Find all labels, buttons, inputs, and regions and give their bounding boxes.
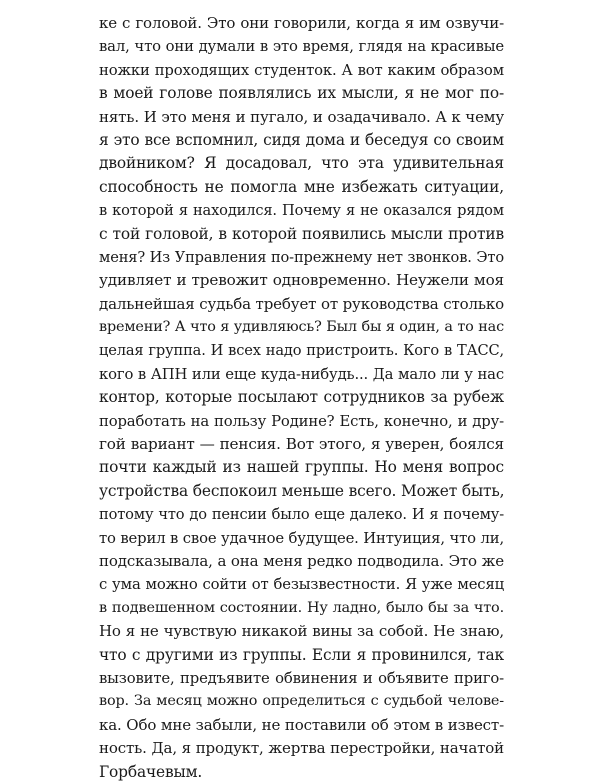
text-line: ножки проходящих студенток. А вот каким образом [99, 61, 504, 79]
text-line: то верил в свое удачное будущее. Интуиция, что ли, [99, 529, 504, 547]
text-line: в моей голове появлялись их мысли, я не мог по- [99, 84, 504, 103]
text-line: способность не помогла мне избежать ситуации, [99, 177, 504, 196]
text-line: кого в АПН или еще куда-нибудь... Да мало ли у нас [99, 365, 504, 383]
book-page-text [99, 12, 504, 784]
text-line: гой вариант — пенсия. Вот этого, я уверен, боялся [99, 435, 504, 454]
text-line: дальнейшая судьба требует от руководства столько [99, 294, 504, 313]
text-line: в которой я находился. Почему я не оказался рядом [99, 202, 504, 220]
text-line: с ума можно сойти от безызвестности. Я уже месяц [99, 576, 504, 594]
text-line: двойником? Я досадовал, что эта удивительная [99, 154, 504, 173]
text-line: нять. И это меня и пугало, и озадачивало. А к чему [99, 107, 504, 126]
text-line: что с другими из группы. Если я провинился, так [99, 645, 504, 664]
text-line: удивляет и тревожит одновременно. Неужели моя [99, 271, 504, 290]
text-line: Но я не чувствую никакой вины за собой. Не знаю, [99, 622, 504, 641]
text-line: почти каждый из нашей группы. Но меня вопрос [99, 458, 504, 477]
text-line: в подвешенном состоянии. Ну ладно, было бы за что. [99, 599, 504, 616]
text-line: контор, которые посылают сотрудников за рубеж [99, 388, 504, 407]
text-line: подсказывала, а она меня редко подводила. Это же [99, 551, 504, 570]
text-line: меня? Из Управления по-прежнему нет звонков. Это [99, 248, 504, 266]
text-line: вал, что они думали в это время, глядя на красивые [99, 38, 504, 56]
text-line: вор. За месяц можно определиться с судьбой челове- [99, 693, 504, 710]
text-line: я это все вспомнил, сидя дома и беседуя со своим [99, 130, 504, 149]
text-line: с той головой, в которой появились мысли против [99, 224, 504, 243]
text-line: устройства беспокоил меньше всего. Может быть, [99, 481, 505, 500]
text-line: потому что до пенсии было еще далеко. И я почему- [99, 506, 504, 524]
text-line: ка. Обо мне забыли, не поставили об этом в извест- [99, 715, 504, 734]
text-line-last: Горбачевым. [99, 762, 203, 781]
text-line: целая группа. И всех надо пристроить. Кого в ТАСС, [99, 342, 504, 360]
text-line: ке с головой. Это они говорили, когда я им озвучи- [99, 14, 504, 32]
text-line: поработать на пользу Родине? Есть, конечно, и дру- [99, 412, 504, 430]
text-line: вызовите, предъявите обвинения и объявите приго- [99, 669, 504, 687]
text-line: ность. Да, я продукт, жертва перестройки, начатой [99, 739, 504, 758]
text-line: времени? А что я удивляюсь? Был бы я один, а то нас [99, 319, 504, 336]
